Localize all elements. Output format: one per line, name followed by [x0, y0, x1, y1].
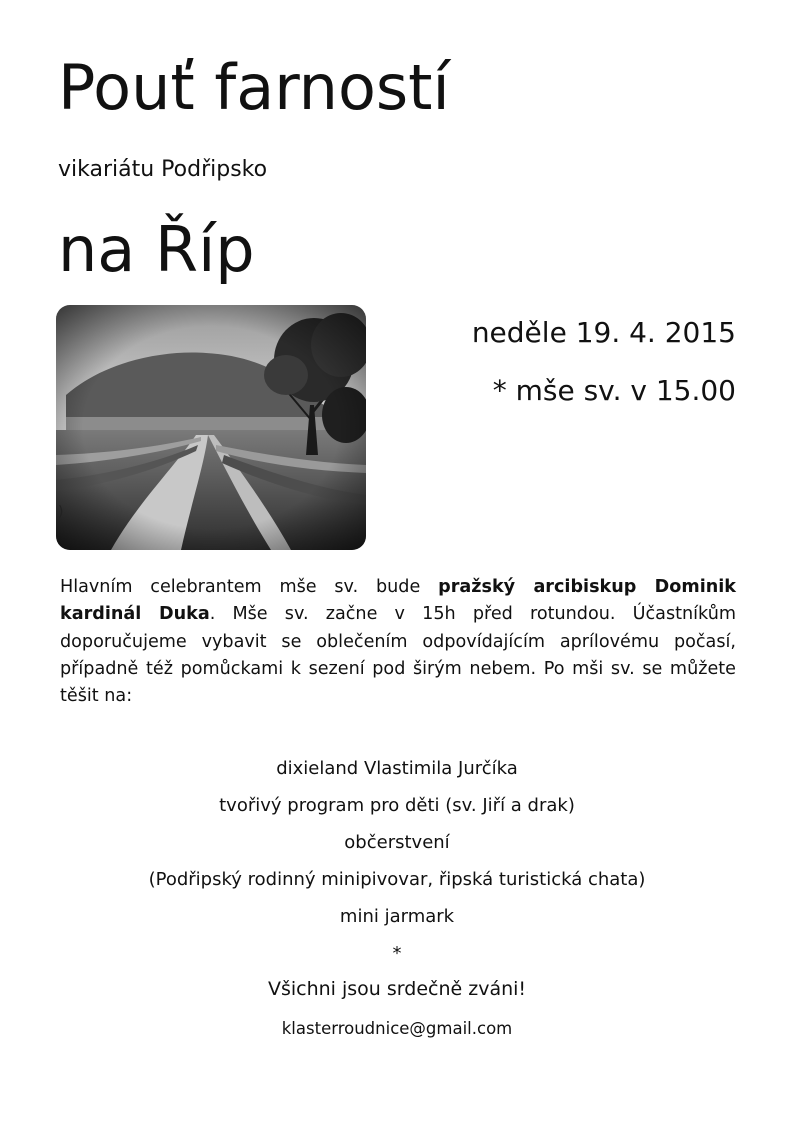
event-date: neděle 19. 4. 2015	[471, 316, 736, 349]
invitation-line: Všichni jsou srdečně zváni!	[267, 978, 527, 1000]
program-list	[0, 754, 794, 976]
poster-title: Pouť farností	[58, 51, 450, 124]
rip-mountain-photo	[56, 305, 366, 550]
poster-subtitle: vikariátu Podřipsko	[58, 157, 268, 182]
program-item-market: mini jarmark	[339, 906, 455, 927]
program-item-refreshments: občerstvení	[344, 832, 450, 853]
program-item-refreshments-detail: (Podřipský rodinný minipivovar, řipská turistická chata)	[148, 869, 646, 890]
contact-email: klasterroudnice@gmail.com	[281, 1019, 513, 1038]
poster-destination: na Říp	[58, 213, 255, 286]
description-text-1: Hlavním celebrantem mše sv. bude	[60, 577, 439, 597]
program-item-dixieland: dixieland Vlastimila Jurčíka	[276, 758, 518, 779]
mass-time: * mše sv. v 15.00	[492, 374, 736, 407]
description-celebrant: pražský arcibiskup Dominik kardinál Duka	[60, 577, 736, 625]
stray-mark: )	[58, 504, 64, 520]
description-paragraph	[60, 574, 736, 710]
program-separator: *	[392, 943, 402, 964]
program-item-kids: tvořivý program pro děti (sv. Jiří a drak)	[219, 795, 575, 816]
description-text-2: . Mše sv. začne v 15h před rotundou. Účastníkům doporučujeme vybavit se oblečením odpovídajícím aprílovému počasí, případně též pomůckami k sezení pod širým nebem. Po mši sv. se můžete těšit na:	[60, 604, 736, 707]
